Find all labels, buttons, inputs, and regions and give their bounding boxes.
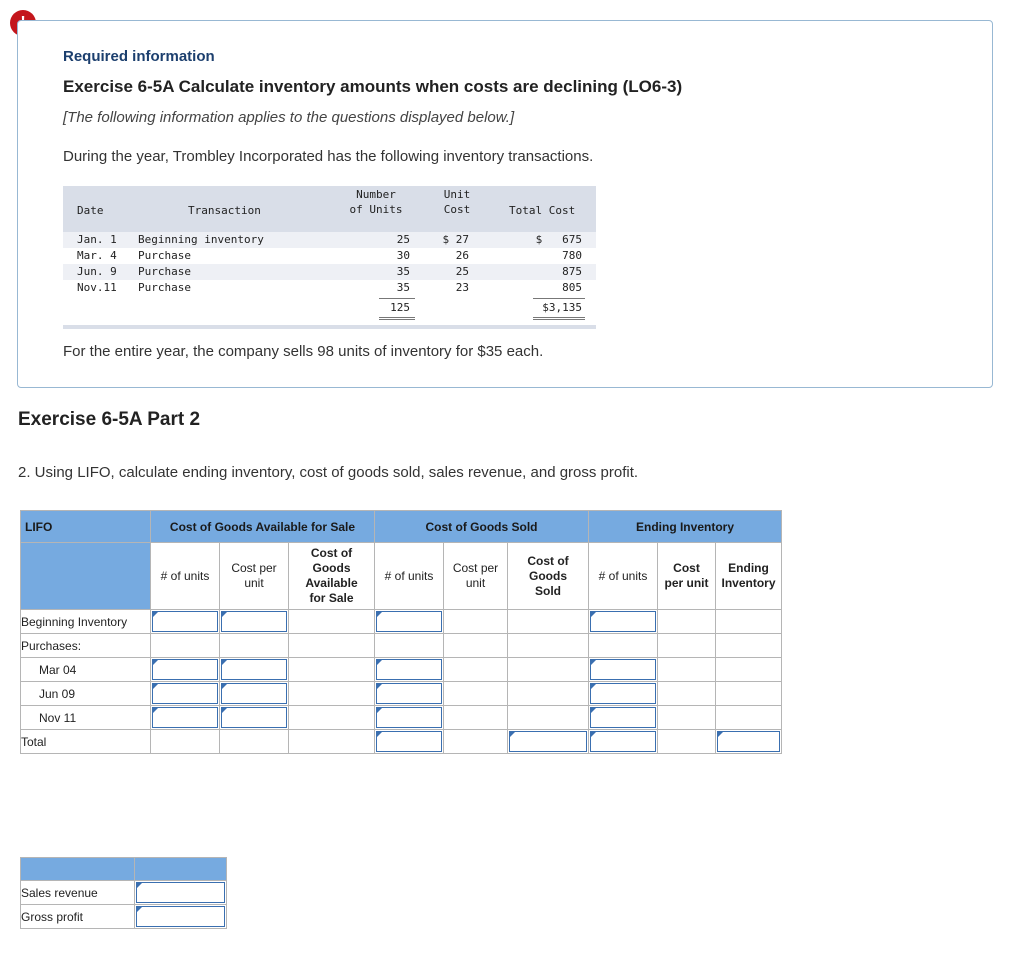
intro-text: During the year, Trombley Incorporated has the following inventory transactions. — [63, 148, 594, 165]
cogs-line1: Cost of — [527, 553, 569, 568]
summary-grid — [20, 857, 227, 929]
col-transaction-header: Transaction — [188, 204, 261, 217]
row-date: Nov.11 — [77, 281, 117, 294]
sold-cpu-line1: Cost per — [452, 561, 499, 575]
mar-sold-units-input[interactable] — [376, 659, 442, 680]
beginning-available-units-input[interactable] — [152, 611, 218, 632]
available-cpu-line2: unit — [244, 576, 264, 590]
jun-cogs-cell — [508, 682, 589, 706]
jun-ending-cpu-cell — [658, 682, 716, 706]
purchases-empty-2 — [220, 634, 289, 658]
row-date: Jun. 9 — [77, 265, 117, 278]
cogs-header — [508, 543, 589, 610]
row-label-jun: Jun 09 — [21, 682, 151, 706]
method-label: LIFO — [21, 511, 151, 543]
row-total-cost: 805 — [562, 281, 582, 294]
nov-cogs-cell — [508, 706, 589, 730]
info-note: [The following information applies to the questions displayed below.] — [63, 109, 515, 126]
total-cost: $3,135 — [542, 301, 582, 314]
col-total-header: Total Cost — [509, 204, 576, 217]
jun-sold-units-input[interactable] — [376, 683, 442, 704]
units-double-rule-1 — [379, 317, 415, 318]
inventory-table-total-row — [63, 298, 596, 323]
nov-sold-units-input[interactable] — [376, 707, 442, 728]
row-unit-cost: 23 — [455, 281, 469, 294]
row-units: 25 — [396, 233, 410, 246]
row-unit-cost: 26 — [455, 249, 469, 262]
mar-sold-units-cell — [375, 658, 444, 682]
label-column-header — [21, 543, 151, 610]
total-ending-inventory-input[interactable] — [717, 731, 780, 752]
summary-header-value — [135, 858, 227, 881]
jun-cogafs-cell — [289, 682, 375, 706]
nov-ending-inventory-cell — [716, 706, 782, 730]
jun-ending-units-cell — [589, 682, 658, 706]
sales-revenue-cell — [135, 881, 227, 905]
mar-ending-units-input[interactable] — [590, 659, 656, 680]
sales-revenue-input[interactable] — [136, 882, 225, 903]
total-available-units-cell — [151, 730, 220, 754]
mar-available-cpu-cell — [220, 658, 289, 682]
purchases-empty-1 — [151, 634, 220, 658]
purchases-empty-8 — [658, 634, 716, 658]
col-cost-header-line1: Unit — [443, 188, 471, 201]
total-ending-units-cell — [589, 730, 658, 754]
total-ending-cpu-cell — [658, 730, 716, 754]
nov-sold-units-cell — [375, 706, 444, 730]
total-cogs-cell — [508, 730, 589, 754]
beginning-ending-units-cell — [589, 610, 658, 634]
exercise-title: Exercise 6-5A Calculate inventory amounts when costs are declining (LO6-3) — [63, 77, 683, 96]
part-title: Exercise 6-5A Part 2 — [18, 409, 201, 430]
inventory-table-header — [63, 186, 596, 232]
cogafs-line2: Goods — [312, 561, 351, 575]
jun-sold-cpu-cell — [444, 682, 508, 706]
row-transaction: Purchase — [138, 265, 191, 278]
gross-profit-label: Gross profit — [21, 905, 135, 929]
gross-profit-cell — [135, 905, 227, 929]
jun-available-units-input[interactable] — [152, 683, 218, 704]
nov-available-units-cell — [151, 706, 220, 730]
sold-cpu-line2: unit — [465, 576, 486, 590]
col-cost-header — [440, 187, 474, 217]
total-cogs-input[interactable] — [509, 731, 587, 752]
required-information-heading: Required information — [63, 48, 215, 65]
units-total-rule — [379, 298, 415, 299]
nov-ending-units-cell — [589, 706, 658, 730]
available-group-header: Cost of Goods Available for Sale — [151, 511, 375, 543]
mar-sold-cpu-cell — [444, 658, 508, 682]
sales-revenue-label: Sales revenue — [21, 881, 135, 905]
total-sold-units-input[interactable] — [376, 731, 442, 752]
col-units-header — [345, 187, 407, 217]
ending-group-header: Ending Inventory — [589, 511, 782, 543]
row-unit-cost: 25 — [455, 265, 469, 278]
beginning-available-units-cell — [151, 610, 220, 634]
cogs-line2: Goods — [529, 568, 567, 583]
beginning-available-cpu-cell — [220, 610, 289, 634]
total-ending-units-input[interactable] — [590, 731, 656, 752]
mar-ending-inventory-cell — [716, 658, 782, 682]
cogafs-header — [289, 543, 375, 610]
total-sold-units-cell — [375, 730, 444, 754]
beginning-cogs-cell — [508, 610, 589, 634]
row-units: 35 — [396, 265, 410, 278]
total-cogafs-cell — [289, 730, 375, 754]
row-label-nov: Nov 11 — [21, 706, 151, 730]
nov-ending-cpu-cell — [658, 706, 716, 730]
row-total-cost: 875 — [562, 265, 582, 278]
total-units: 125 — [390, 301, 410, 314]
ending-units-header-text: # of units — [598, 568, 648, 583]
beginning-available-cpu-input[interactable] — [221, 611, 287, 632]
inventory-table-row — [63, 248, 596, 264]
row-transaction: Purchase — [138, 249, 191, 262]
row-label-total: Total — [21, 730, 151, 754]
jun-ending-inventory-cell — [716, 682, 782, 706]
sales-note: For the entire year, the company sells 98 units of inventory for $35 each. — [63, 343, 544, 360]
inventory-table-rows — [63, 232, 596, 296]
units-double-rule-2 — [379, 319, 415, 320]
required-information-panel — [17, 20, 993, 388]
purchases-empty-3 — [289, 634, 375, 658]
row-transaction: Beginning inventory — [138, 233, 264, 246]
summary-header-label — [21, 858, 135, 881]
purchases-empty-5 — [444, 634, 508, 658]
cogafs-line3: Available — [305, 576, 358, 590]
cogafs-line1: Cost of — [310, 546, 353, 560]
gross-profit-input[interactable] — [136, 906, 225, 927]
inventory-transactions-table — [63, 186, 596, 329]
row-date: Mar. 4 — [77, 249, 117, 262]
row-units: 35 — [396, 281, 410, 294]
row-label-mar: Mar 04 — [21, 658, 151, 682]
mar-ending-units-cell — [589, 658, 658, 682]
beginning-sold-units-input[interactable] — [376, 611, 442, 632]
available-units-header-text: # of units — [160, 568, 210, 583]
total-sold-cpu-cell — [444, 730, 508, 754]
cogafs-line4: for Sale — [309, 591, 354, 605]
jun-available-cpu-input[interactable] — [221, 683, 287, 704]
total-available-cpu-cell — [220, 730, 289, 754]
beginning-ending-inventory-cell — [716, 610, 782, 634]
lifo-answer-grid — [20, 510, 782, 754]
inventory-table-row — [63, 280, 596, 296]
available-units-header — [151, 543, 220, 610]
sold-units-header-text: # of units — [384, 568, 434, 583]
col-date-header: Date — [77, 204, 104, 217]
ending-inventory-header — [716, 543, 782, 610]
beginning-cogafs-cell — [289, 610, 375, 634]
jun-available-units-cell — [151, 682, 220, 706]
row-label-purchases: Purchases: — [21, 634, 151, 658]
ending-cpu-line2: per unit — [664, 576, 709, 590]
row-label-beginning: Beginning Inventory — [21, 610, 151, 634]
mar-cogs-cell — [508, 658, 589, 682]
nov-available-units-input[interactable] — [152, 707, 218, 728]
row-total-cost: $ 675 — [535, 233, 582, 246]
mar-ending-cpu-cell — [658, 658, 716, 682]
purchases-empty-9 — [716, 634, 782, 658]
jun-ending-units-input[interactable] — [590, 683, 656, 704]
mar-available-units-input[interactable] — [152, 659, 218, 680]
inventory-table-row — [63, 232, 596, 248]
ending-inventory-line2: Inventory — [721, 576, 776, 590]
nov-sold-cpu-cell — [444, 706, 508, 730]
col-units-header-line2: of Units — [349, 203, 403, 216]
col-units-header-line1: Number — [356, 188, 396, 201]
ending-units-header — [589, 543, 658, 610]
beginning-ending-units-input[interactable] — [590, 611, 656, 632]
purchases-empty-6 — [508, 634, 589, 658]
cost-double-rule-2 — [533, 319, 585, 320]
purchases-empty-7 — [589, 634, 658, 658]
mar-cogafs-cell — [289, 658, 375, 682]
row-date: Jan. 1 — [77, 233, 117, 246]
nov-cogafs-cell — [289, 706, 375, 730]
total-ending-inventory-cell — [716, 730, 782, 754]
mar-available-units-cell — [151, 658, 220, 682]
jun-sold-units-cell — [375, 682, 444, 706]
sold-units-header — [375, 543, 444, 610]
available-cpu-line1: Cost per — [231, 561, 277, 575]
row-units: 30 — [396, 249, 410, 262]
nov-ending-units-input[interactable] — [590, 707, 656, 728]
sold-group-header: Cost of Goods Sold — [375, 511, 589, 543]
beginning-sold-units-cell — [375, 610, 444, 634]
cogs-line3: Sold — [535, 583, 561, 598]
question-text: 2. Using LIFO, calculate ending inventory, cost of goods sold, sales revenue, and gross profit. — [18, 464, 639, 481]
ending-cpu-line1: Cost — [673, 561, 700, 575]
available-cpu-header — [220, 543, 289, 610]
cost-double-rule-1 — [533, 317, 585, 318]
sold-cpu-header — [444, 543, 508, 610]
mar-available-cpu-input[interactable] — [221, 659, 287, 680]
jun-available-cpu-cell — [220, 682, 289, 706]
inventory-table-footer-bar — [63, 325, 596, 329]
col-cost-header-line2: Cost — [443, 203, 471, 216]
purchases-empty-4 — [375, 634, 444, 658]
row-unit-cost: $ 27 — [442, 233, 469, 246]
beginning-sold-cpu-cell — [444, 610, 508, 634]
ending-cpu-header — [658, 543, 716, 610]
row-transaction: Purchase — [138, 281, 191, 294]
inventory-table-row — [63, 264, 596, 280]
cost-total-rule — [533, 298, 585, 299]
nov-available-cpu-cell — [220, 706, 289, 730]
beginning-ending-cpu-cell — [658, 610, 716, 634]
row-total-cost: 780 — [562, 249, 582, 262]
nov-available-cpu-input[interactable] — [221, 707, 287, 728]
ending-inventory-line1: Ending — [728, 561, 769, 575]
